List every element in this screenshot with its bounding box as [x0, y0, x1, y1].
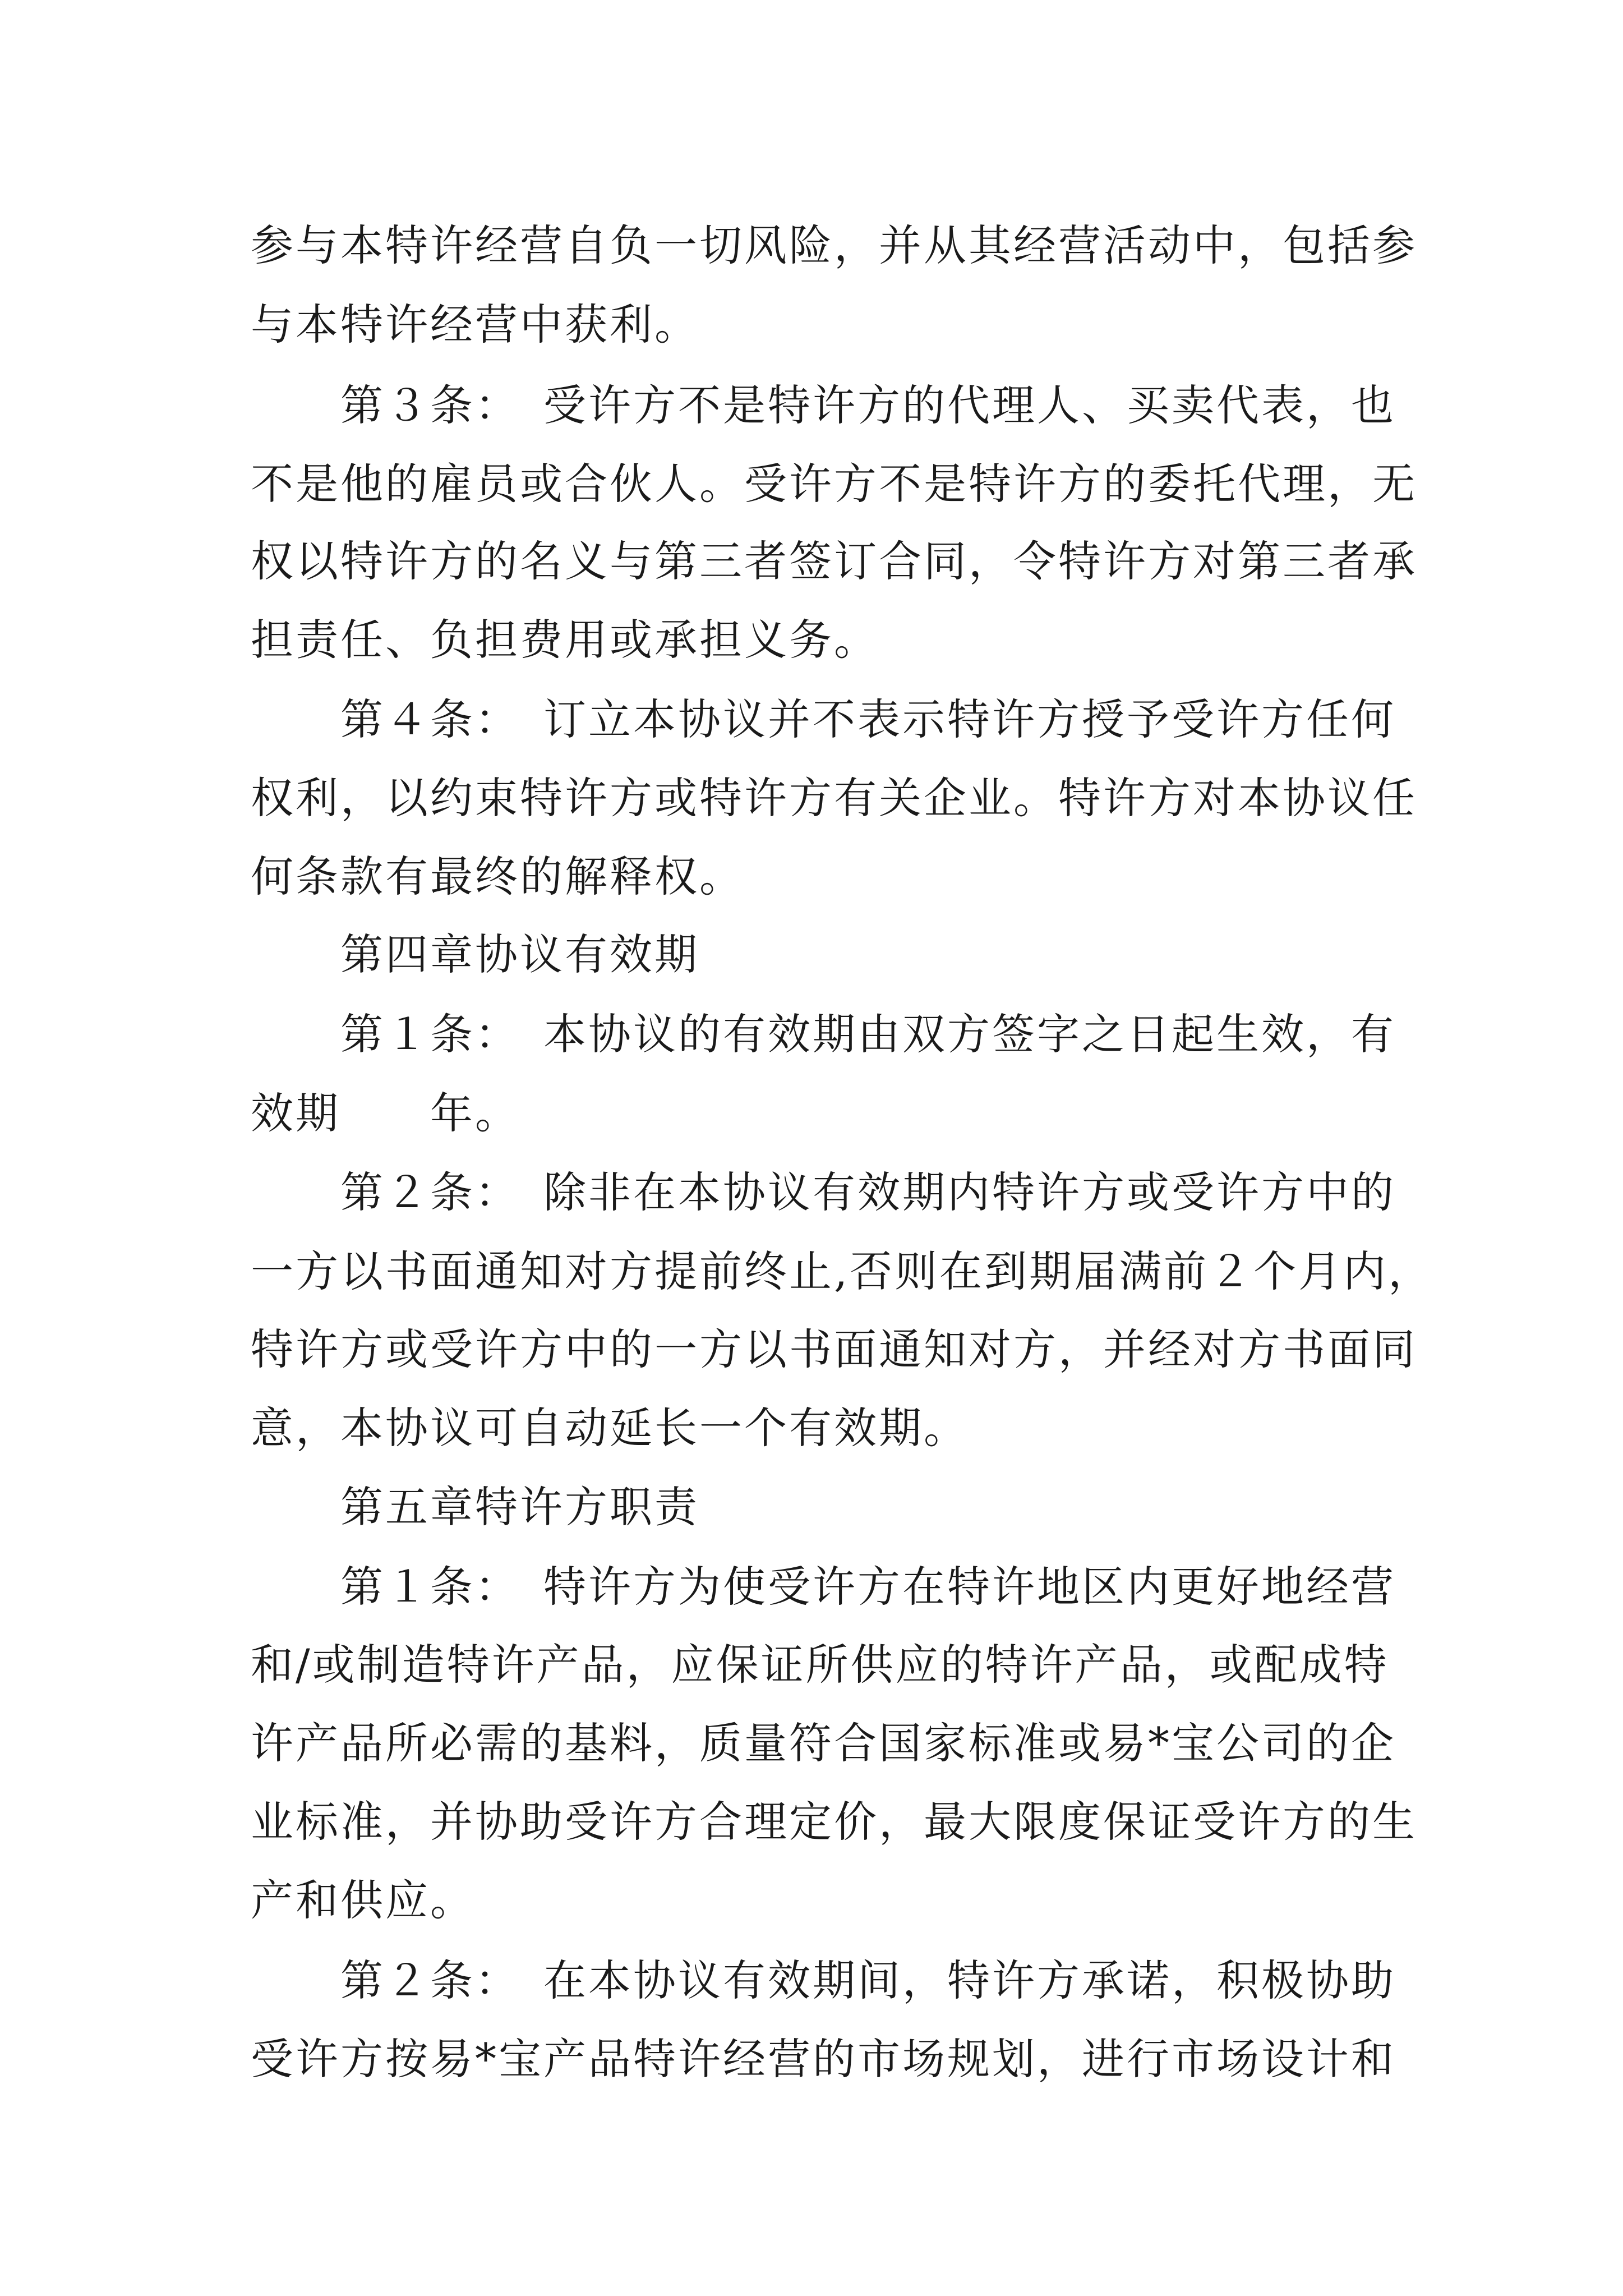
- text-line: 权利，以约束特许方或特许方有关企业。特许方对本协议任: [251, 773, 1417, 823]
- text-line: 参与本特许经营自负一切风险，并从其经营活动中，包括参: [251, 220, 1417, 270]
- text-line: 许产品所必需的基料，质量符合国家标准或易*宝公司的企: [251, 1718, 1396, 1768]
- text-line: 和/或制造特许产品，应保证所供应的特许产品，或配成特: [251, 1640, 1389, 1690]
- text-line: 第２条： 除非在本协议有效期内特许方或受许方中的: [340, 1167, 1396, 1217]
- text-line: 意，本协议可自动延长一个有效期。: [251, 1403, 969, 1453]
- text-line: 第１条： 特许方为使受许方在特许地区内更好地经营: [340, 1562, 1396, 1612]
- text-line: 特许方或受许方中的一方以书面通知对方，并经对方书面同: [251, 1324, 1417, 1374]
- text-line: 权以特许方的名义与第三者签订合同，令特许方对第三者承: [251, 536, 1417, 586]
- text-line: 不是他的雇员或合伙人。受许方不是特许方的委托代理，无: [251, 459, 1417, 509]
- text-line: 第１条： 本协议的有效期由双方签字之日起生效，有: [340, 1009, 1396, 1059]
- text-line: 何条款有最终的解释权。: [251, 852, 744, 901]
- text-line: 产和供应。: [251, 1875, 475, 1925]
- text-line: 业标准，并协助受许方合理定价，最大限度保证受许方的生: [251, 1797, 1417, 1847]
- text-line: 与本特许经营中获利。: [251, 300, 699, 349]
- text-line: 第２条： 在本协议有效期间，特许方承诺，积极协助: [340, 1955, 1396, 2005]
- text-line: 效期 年。: [251, 1088, 520, 1138]
- text-line: 第４条： 订立本协议并不表示特许方授予受许方任何: [340, 694, 1396, 744]
- text-line: 一方以书面通知对方提前终止,否则在到期届满前２个月内，: [251, 1246, 1433, 1296]
- chapter-heading: 第四章协议有效期: [340, 930, 699, 979]
- text-line: 担责任、负担费用或承担义务。: [251, 615, 879, 665]
- text-line: 第３条： 受许方不是特许方的代理人、买卖代表，也: [340, 380, 1396, 430]
- text-line: 受许方按易*宝产品特许经营的市场规划，进行市场设计和: [251, 2034, 1396, 2084]
- chapter-heading: 第五章特许方职责: [340, 1482, 699, 1532]
